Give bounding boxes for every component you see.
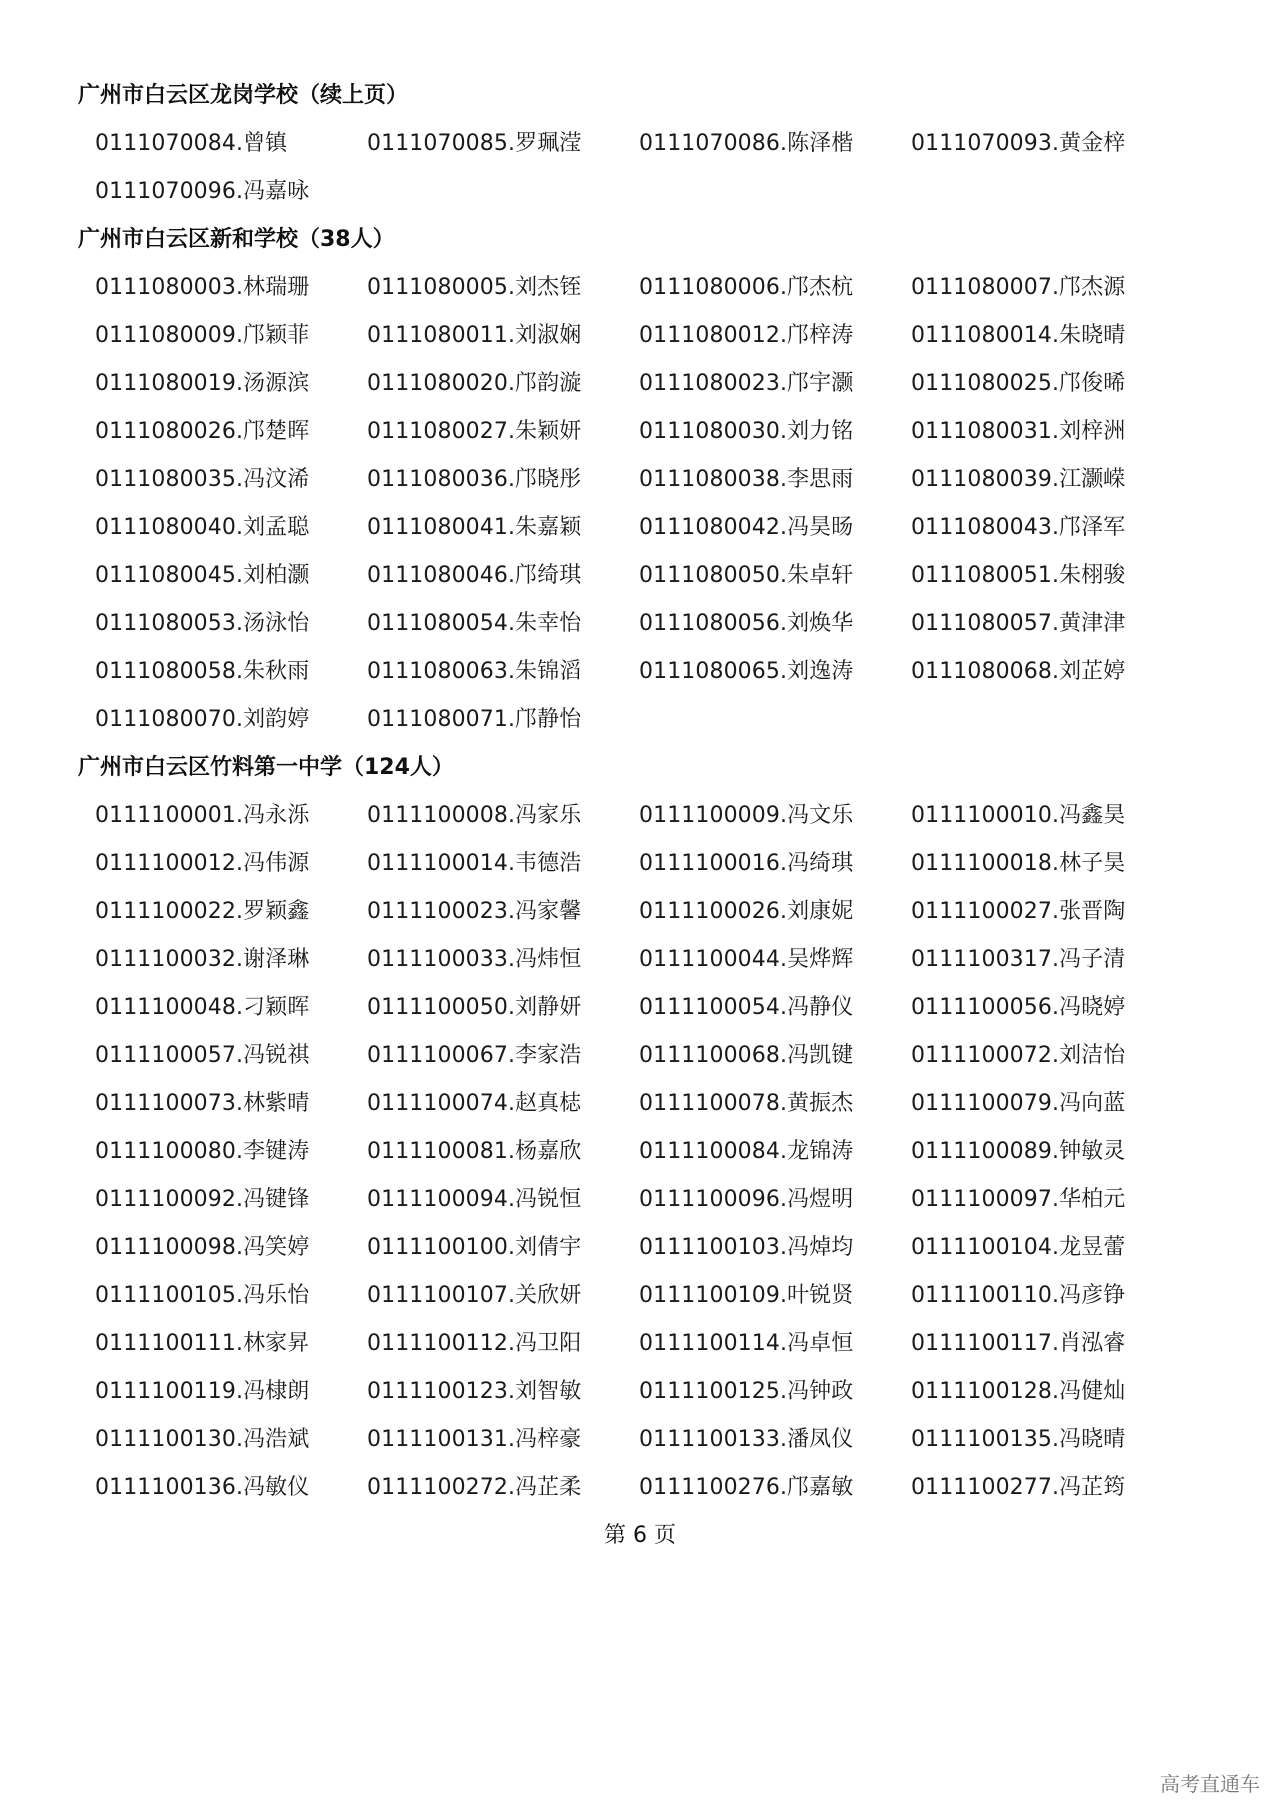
student-entry: 0111080026.邝楚晖 — [95, 419, 310, 444]
student-entry: 0111100072.刘洁怡 — [911, 1043, 1126, 1068]
student-entry: 0111100100.刘倩宇 — [367, 1235, 582, 1260]
student-entry: 0111080011.刘淑娴 — [367, 323, 582, 348]
student-entry: 0111100098.冯笑婷 — [95, 1235, 310, 1260]
student-entry: 0111080041.朱嘉颖 — [367, 515, 582, 540]
student-entry: 0111080056.刘焕华 — [639, 611, 854, 636]
student-list — [0, 120, 1280, 216]
student-entry: 0111080020.邝韵漩 — [367, 371, 582, 396]
student-entry: 0111100136.冯敏仪 — [95, 1475, 310, 1500]
section-heading: 广州市白云区竹料第一中学（124人） — [78, 755, 454, 780]
student-list — [0, 264, 1280, 744]
student-entry: 0111100022.罗颖鑫 — [95, 899, 310, 924]
student-entry: 0111080036.邝晓彤 — [367, 467, 582, 492]
student-entry: 0111100317.冯子清 — [911, 947, 1126, 972]
student-entry: 0111100276.邝嘉敏 — [639, 1475, 854, 1500]
student-entry: 0111080054.朱幸怡 — [367, 611, 582, 636]
student-entry: 0111100073.林紫晴 — [95, 1091, 310, 1116]
student-entry: 0111080068.刘芷婷 — [911, 659, 1126, 684]
student-entry: 0111080006.邝杰杭 — [639, 275, 854, 300]
student-entry: 0111080039.江灏嵘 — [911, 467, 1126, 492]
student-entry: 0111100057.冯锐祺 — [95, 1043, 310, 1068]
student-entry: 0111100026.刘康妮 — [639, 899, 854, 924]
student-entry: 0111100074.赵真梽 — [367, 1091, 582, 1116]
student-entry: 0111100135.冯晓晴 — [911, 1427, 1126, 1452]
student-entry: 0111100012.冯伟源 — [95, 851, 310, 876]
student-entry: 0111080042.冯昊旸 — [639, 515, 854, 540]
student-entry: 0111080043.邝泽军 — [911, 515, 1126, 540]
student-entry: 0111080050.朱卓轩 — [639, 563, 854, 588]
student-entry: 0111100032.谢泽琳 — [95, 947, 310, 972]
student-entry: 0111100104.龙昱蕾 — [911, 1235, 1126, 1260]
student-entry: 0111080063.朱锦滔 — [367, 659, 582, 684]
student-entry: 0111100010.冯鑫昊 — [911, 803, 1126, 828]
student-list — [0, 792, 1280, 1512]
student-entry: 0111070093.黄金梓 — [911, 131, 1126, 156]
student-entry: 0111100092.冯键锋 — [95, 1187, 310, 1212]
student-entry: 0111100277.冯芷筠 — [911, 1475, 1126, 1500]
student-entry: 0111080023.邝宇灏 — [639, 371, 854, 396]
student-entry: 0111100079.冯向蓝 — [911, 1091, 1126, 1116]
student-entry: 0111080057.黄津津 — [911, 611, 1126, 636]
student-entry: 0111100119.冯棣朗 — [95, 1379, 310, 1404]
student-entry: 0111100094.冯锐恒 — [367, 1187, 582, 1212]
student-entry: 0111100056.冯晓婷 — [911, 995, 1126, 1020]
section-heading: 广州市白云区新和学校（38人） — [78, 227, 395, 252]
student-entry: 0111100130.冯浩斌 — [95, 1427, 310, 1452]
student-entry: 0111080031.刘梓洲 — [911, 419, 1126, 444]
student-entry: 0111100048.刁颖晖 — [95, 995, 310, 1020]
student-entry: 0111100105.冯乐怡 — [95, 1283, 310, 1308]
student-entry: 0111080053.汤泳怡 — [95, 611, 310, 636]
student-entry: 0111100096.冯煜明 — [639, 1187, 854, 1212]
student-entry: 0111100054.冯静仪 — [639, 995, 854, 1020]
page-number: 第 6 页 — [604, 1523, 676, 1548]
student-entry: 0111080009.邝颖菲 — [95, 323, 310, 348]
student-entry: 0111100068.冯凯键 — [639, 1043, 854, 1068]
student-entry: 0111100084.龙锦涛 — [639, 1139, 854, 1164]
student-entry: 0111100123.刘智敏 — [367, 1379, 582, 1404]
student-entry: 0111100131.冯梓豪 — [367, 1427, 582, 1452]
student-entry: 0111080065.刘逸涛 — [639, 659, 854, 684]
student-entry: 0111100078.黄振杰 — [639, 1091, 854, 1116]
student-entry: 0111080012.邝梓涛 — [639, 323, 854, 348]
student-entry: 0111100128.冯健灿 — [911, 1379, 1126, 1404]
student-entry: 0111080030.刘力铭 — [639, 419, 854, 444]
student-entry: 0111100023.冯家馨 — [367, 899, 582, 924]
student-entry: 0111080038.李思雨 — [639, 467, 854, 492]
student-entry: 0111100117.肖泓睿 — [911, 1331, 1126, 1356]
student-entry: 0111080027.朱颖妍 — [367, 419, 582, 444]
student-entry: 0111080007.邝杰源 — [911, 275, 1126, 300]
student-entry: 0111080005.刘杰铚 — [367, 275, 582, 300]
student-entry: 0111100112.冯卫阳 — [367, 1331, 582, 1356]
student-entry: 0111100008.冯家乐 — [367, 803, 582, 828]
student-entry: 0111100111.林家昇 — [95, 1331, 310, 1356]
student-entry: 0111100097.华柏元 — [911, 1187, 1126, 1212]
student-entry: 0111100001.冯永泺 — [95, 803, 310, 828]
student-entry: 0111100133.潘凤仪 — [639, 1427, 854, 1452]
student-entry: 0111100107.关欣妍 — [367, 1283, 582, 1308]
student-entry: 0111080058.朱秋雨 — [95, 659, 310, 684]
student-entry: 0111080046.邝绮琪 — [367, 563, 582, 588]
section-heading: 广州市白云区龙岗学校（续上页） — [78, 83, 409, 108]
student-entry: 0111080014.朱晓晴 — [911, 323, 1126, 348]
student-entry: 0111100014.韦德浩 — [367, 851, 582, 876]
student-entry: 0111100089.钟敏灵 — [911, 1139, 1126, 1164]
student-entry: 0111100125.冯钟政 — [639, 1379, 854, 1404]
student-entry: 0111100044.吴烨辉 — [639, 947, 854, 972]
student-entry: 0111080003.林瑞珊 — [95, 275, 310, 300]
student-entry: 0111100033.冯炜恒 — [367, 947, 582, 972]
student-entry: 0111080070.刘韵婷 — [95, 707, 310, 732]
student-entry: 0111070096.冯嘉咏 — [95, 179, 310, 204]
student-entry: 0111100110.冯彦铮 — [911, 1283, 1126, 1308]
student-entry: 0111080071.邝静怡 — [367, 707, 582, 732]
student-entry: 0111080051.朱栩骏 — [911, 563, 1126, 588]
watermark-text: 高考直通车 — [1160, 1772, 1260, 1796]
student-entry: 0111100114.冯卓恒 — [639, 1331, 854, 1356]
student-entry: 0111100027.张晋陶 — [911, 899, 1126, 924]
student-entry: 0111080045.刘柏灏 — [95, 563, 310, 588]
student-entry: 0111100016.冯绮琪 — [639, 851, 854, 876]
student-entry: 0111100050.刘静妍 — [367, 995, 582, 1020]
student-entry: 0111080025.邝俊晞 — [911, 371, 1126, 396]
student-entry: 0111080019.汤源滨 — [95, 371, 310, 396]
roster-content — [0, 72, 1280, 1512]
student-entry: 0111080040.刘孟聪 — [95, 515, 310, 540]
student-entry: 0111100009.冯文乐 — [639, 803, 854, 828]
student-entry: 0111070085.罗珮滢 — [367, 131, 582, 156]
student-entry: 0111070084.曾镇 — [95, 131, 288, 156]
student-entry: 0111100081.杨嘉欣 — [367, 1139, 582, 1164]
student-entry: 0111100080.李键涛 — [95, 1139, 310, 1164]
student-entry: 0111100272.冯芷柔 — [367, 1475, 582, 1500]
student-entry: 0111100109.叶锐贤 — [639, 1283, 854, 1308]
student-entry: 0111100018.林子昊 — [911, 851, 1126, 876]
student-entry: 0111100103.冯焯均 — [639, 1235, 854, 1260]
student-entry: 0111100067.李家浩 — [367, 1043, 582, 1068]
student-entry: 0111080035.冯汶浠 — [95, 467, 310, 492]
student-entry: 0111070086.陈泽楷 — [639, 131, 854, 156]
